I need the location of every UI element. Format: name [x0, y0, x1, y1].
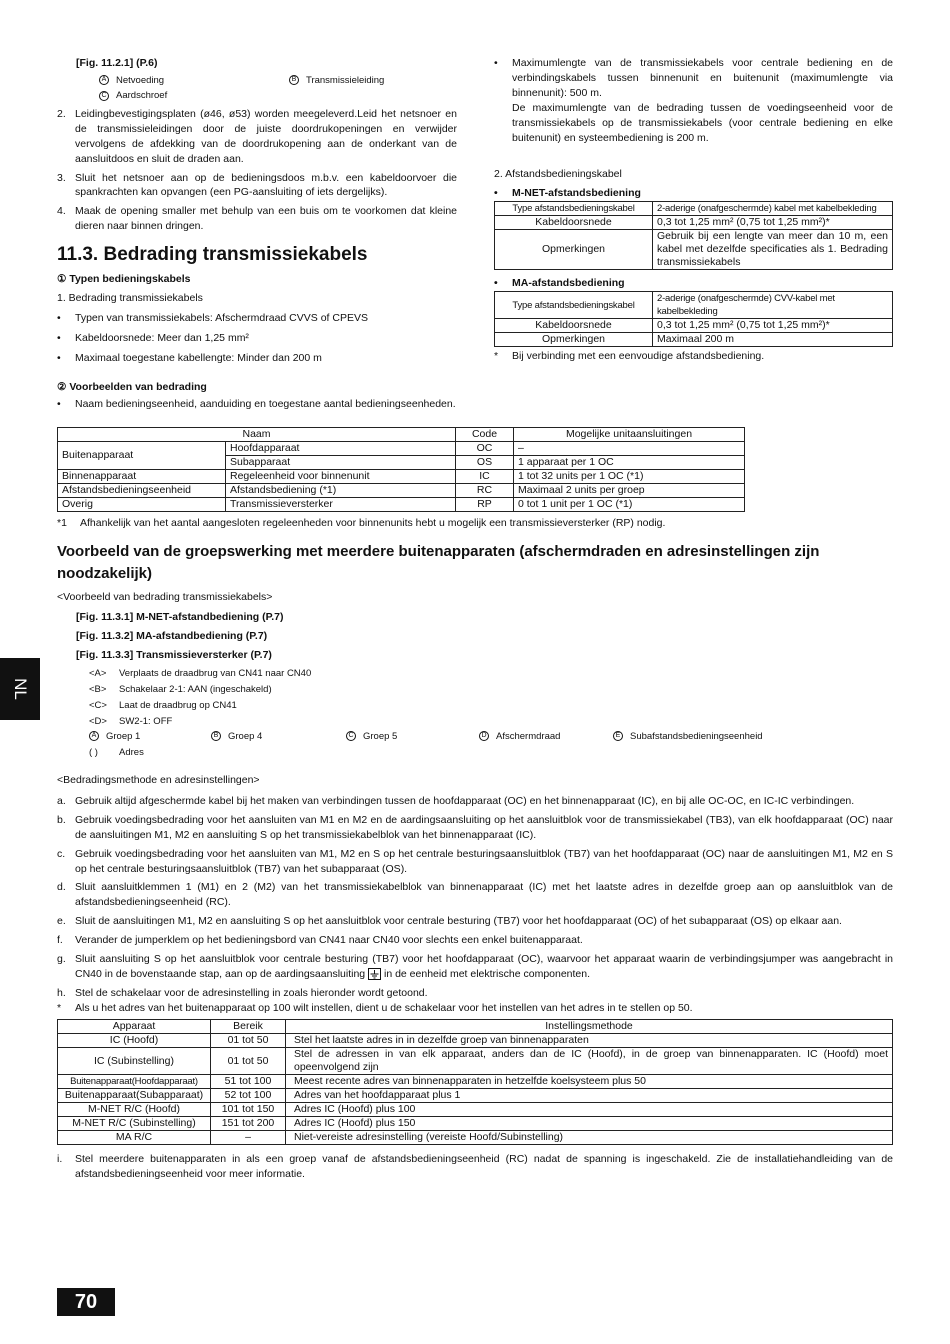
- method-block: [57, 773, 893, 1016]
- legend-item: E Subafstandsbedieningseenheid: [613, 730, 763, 743]
- circle-a-icon: A: [99, 75, 109, 85]
- circle-e-icon: E: [613, 731, 623, 741]
- circle-b-icon: B: [289, 75, 299, 85]
- table-row: Kabeldoorsnede 0,3 tot 1,25 mm² (0,75 tot 1,25 mm²)*: [495, 319, 893, 333]
- page-number: 70: [57, 1288, 115, 1316]
- list-item: <B> Schakelaar 2-1: AAN (ingeschakeld): [89, 684, 272, 695]
- list-item: g. Sluit aansluiting S op het aansluitblok voor centrale besturing (TB7) voor het hoofdapparaat (OC), waarvoor het apparaat waarin de verbindingsjumper was aangebracht in CN40 in de bovenstaande stap, aan op de aardingsaansluiting in de eenheid met elektrische componenten.: [57, 953, 893, 980]
- code-list: [89, 666, 311, 730]
- units-footnote: *1 Afhankelijk van het aantal aangesloten regeleenheden voor binnenunits hebt u mogelijk een transmissieversterker (RP) nodig.: [57, 517, 666, 529]
- group-section-title: Voorbeeld van de groepswerking met meerdere buitenapparaten (afschermdraden en adresinstellingen zijn noodzakelijk): [57, 543, 820, 582]
- section-title: 11.3. Bedrading transmissiekabels: [57, 244, 368, 266]
- legend-netvoeding: Netvoeding: [116, 74, 165, 86]
- list-item: 3. Sluit het netsnoer aan op de bedieningsdoos m.b.v. een kabeldoorvoer die spankrachten kan opvangen (een PG-aansluiting of iets dergelijks).: [57, 171, 457, 199]
- adres-legend: ( ) Adres: [89, 747, 144, 758]
- table-row: Buitenapparaat Hoofdapparaat OC –: [58, 442, 745, 456]
- table-row: Type afstandsbedieningskabel 2-aderige (onafgeschermde) kabel met kabelbekleding: [495, 202, 893, 216]
- list-item: • Maximaal toegestane kabellengte: Minder dan 200 m: [57, 351, 322, 364]
- legend-transmissieleiding: Transmissieleiding: [306, 74, 385, 86]
- table-row: Subapparaat OS 1 apparaat per 1 OC: [58, 456, 745, 470]
- list-item: b. Gebruik voedingsbedrading voor het aansluiten van M1 en M2 en de aardingsaansluiting op het aansluitblok voor de transmissiekabel (TB3), van elk hoofdapparaat (OC) naar de aansluitingen M1, M2 en aansluiting S op het transmissiekabelblok van het binnenapparaat (IC).: [57, 813, 893, 841]
- table-row: Binnenapparaat Regeleenheid voor binnenunit IC 1 tot 32 units per 1 OC (*1): [58, 470, 745, 484]
- types-heading: ① Typen bedieningskabels: [57, 273, 191, 286]
- list-item: • Kabeldoorsnede: Meer dan 1,25 mm²: [57, 331, 249, 344]
- list-item: a. Gebruik altijd afgeschermde kabel bij het maken van verbindingen tussen de hoofdapparaat (OC) en het binnenapparaat (IC), en bij alle OC-OC, en IC-IC verbindingen.: [57, 794, 855, 807]
- fig-11-2-1-title: [Fig. 11.2.1] (P.6): [76, 57, 158, 69]
- circle-c-icon: C: [99, 91, 109, 101]
- table-row: Kabeldoorsnede 0,3 tot 1,25 mm² (0,75 tot 1,25 mm²)*: [495, 216, 893, 230]
- list-item: • Maximumlengte van de transmissiekabels voor centrale bediening en de verbindingskabels tussen binnenunit en buitenunit (maximumlengte via binnenunit): 500 m.: [494, 57, 893, 99]
- steps-list: [57, 107, 457, 234]
- table-row: Overig Transmissieversterker RP 0 tot 1 unit per 1 OC (*1): [58, 498, 745, 512]
- left-column: [57, 56, 457, 411]
- bullet-continuation: De maximumlengte van de bedrading tussen de voedingseenheid voor de transmissiekabels op de transmissiekabels (voor centrale bediening en elke buitenunit) en systeembediening is 200 m.: [512, 101, 893, 144]
- afstand-heading: 2. Afstandsbedieningskabel: [494, 168, 622, 181]
- table-row: M-NET R/C (Subinstelling) 151 tot 200 Adres IC (Hoofd) plus 150: [58, 1117, 893, 1131]
- list-item: d. Sluit aansluitklemmen 1 (M1) en 2 (M2) van het transmissiekabelblok van binnenapparaat (IC) met het laatste adres in dezelfde groep aan op aansluitblok van de afstandsbedieningseenheid (RC).: [57, 881, 893, 909]
- group-section-sub: <Voorbeeld van bedrading transmissiekabels>: [57, 591, 273, 603]
- units-table: [57, 427, 745, 512]
- examples-heading: ② Voorbeelden van bedrading: [57, 380, 207, 393]
- mnet-heading: • M-NET-afstandsbediening: [494, 187, 641, 200]
- circle-a-icon: A: [89, 731, 99, 741]
- mnet-table: [494, 201, 893, 270]
- ground-icon: [368, 968, 381, 980]
- list-item: <C> Laat de draadbrug op CN41: [89, 700, 237, 711]
- list-item: h. Stel de schakelaar voor de adresinstelling in zoals hieronder wordt getoond.: [57, 986, 428, 999]
- right-column: [494, 56, 893, 364]
- table-header-row: Naam Code Mogelijke unitaansluitingen: [58, 428, 745, 442]
- table-row: Type afstandsbedieningskabel 2-aderige (onafgeschermde) CVV-kabel met kabelbekleding: [495, 292, 893, 319]
- list-item: 4. Maak de opening smaller met behulp van een buis om te voorkomen dat kleine dieren naar binnen dringen.: [57, 205, 457, 233]
- list-item: f. Verander de jumperklem op het bedieningsbord van CN41 naar CN40 voor slechts een enkel buitenapparaat.: [57, 934, 583, 947]
- table-row: M-NET R/C (Hoofd) 101 tot 150 Adres IC (Hoofd) plus 100: [58, 1103, 893, 1117]
- list-item: * Als u het adres van het buitenapparaat op 100 wilt instellen, dient u de schakelaar voor het instellen van het adres in te stellen op 50.: [57, 1001, 693, 1014]
- legend-item: C Groep 5: [346, 730, 397, 743]
- group-legend: [89, 730, 889, 744]
- table-row: Buitenapparaat(Subapparaat) 52 tot 100 Adres van het hoofdapparaat plus 1: [58, 1089, 893, 1103]
- ma-heading: • MA-afstandsbediening: [494, 277, 625, 290]
- table-row: Opmerkingen Gebruik bij een lengte van meer dan 10 m, een kabel met dezelfde specificaties als 1. Bedrading transmissiekabels: [495, 230, 893, 270]
- fig-legend-row: [99, 74, 457, 87]
- table-row: Opmerkingen Maximaal 200 m: [495, 333, 893, 347]
- circle-c-icon: C: [346, 731, 356, 741]
- address-table: [57, 1019, 893, 1145]
- table-row: IC (Subinstelling) 01 tot 50 Stel de adressen in van elk apparaat, anders dan de IC (Hoofd), in de groep van binnenapparaten. IC (Hoofd) moet opeenvolgend zijn: [58, 1048, 893, 1075]
- list-item: 2. Leidingbevestigingsplaten (ø46, ø53) worden meegeleverd.Leid het netsnoer en de transmissieleidingen door de juiste doordrukopeningen en verwijder vervolgens de afdekking van de doordrukopening aan de onderkant van de aansluitdoos en sluit de draden aan.: [57, 107, 457, 165]
- list-item: • Naam bedieningseenheid, aanduiding en toegestane aantal bedieningseenheden.: [57, 397, 456, 410]
- method-heading: <Bedradingsmethode en adresinstellingen>: [57, 774, 260, 786]
- table-row: Buitenapparaat(Hoofdapparaat) 51 tot 100 Meest recente adres van binnenapparaten in hetzelfde koelsysteem plus 50: [58, 1075, 893, 1089]
- list-item: c. Gebruik voedingsbedrading voor het aansluiten van M1, M2 en S op het centrale besturingsaansluitblok (TB7) van het hoofdapparaat (OC) naar de aansluitingen M1, M2 en S op het centrale besturingsaansluitblok (TB7) van het subapparaat (OS).: [57, 847, 893, 875]
- list-item: <D> SW2-1: OFF: [89, 716, 173, 727]
- circle-d-icon: D: [479, 731, 489, 741]
- list-item: • Typen van transmissiekabels: Afschermdraad CVVS of CPEVS: [57, 311, 368, 324]
- fig-11-3-1: [Fig. 11.3.1] M-NET-afstandbediening (P.7): [76, 611, 284, 623]
- circle-b-icon: B: [211, 731, 221, 741]
- fig-11-3-2: [Fig. 11.3.2] MA-afstandbediening (P.7): [76, 630, 268, 642]
- list-item: <A> Verplaats de draadbrug van CN41 naar CN40: [89, 668, 312, 679]
- table-row: MA R/C – Niet-vereiste adresinstelling (vereiste Hoofd/Subinstelling): [58, 1131, 893, 1145]
- language-tab: NL: [0, 658, 40, 720]
- table-header-row: Apparaat Bereik Instellingsmethode: [58, 1020, 893, 1034]
- footnote: * Bij verbinding met een eenvoudige afstandsbediening.: [494, 350, 765, 363]
- fig-legend-row: [99, 89, 457, 102]
- fig-11-3-3: [Fig. 11.3.3] Transmissieversterker (P.7): [76, 649, 272, 661]
- types-sub: 1. Bedrading transmissiekabels: [57, 292, 203, 305]
- list-item: i. Stel meerdere buitenapparaten in als een groep vanaf de afstandsbedieningseenheid (RC) nadat de spanning is ingeschakeld. Zie de installatiehandleiding van de afstandsbedieningseenheid voor meer informatie.: [57, 1153, 893, 1180]
- list-item: e. Sluit de aansluitingen M1, M2 en aansluiting S op het aansluitblok voor centrale besturing (TB7) voor het hoofdapparaat (OC) of het subapparaat (OS) op elkaar aan.: [57, 915, 842, 928]
- legend-aardschroef: Aardschroef: [116, 90, 168, 102]
- ma-table: [494, 291, 893, 347]
- table-row: IC (Hoofd) 01 tot 50 Stel het laatste adres in in dezelfde groep van binnenapparaten: [58, 1034, 893, 1048]
- legend-item: B Groep 4: [211, 730, 262, 743]
- legend-item: D Afschermdraad: [479, 730, 560, 743]
- legend-item: A Groep 1: [89, 730, 140, 743]
- table-row: Afstandsbedieningseenheid Afstandsbediening (*1) RC Maximaal 2 units per groep: [58, 484, 745, 498]
